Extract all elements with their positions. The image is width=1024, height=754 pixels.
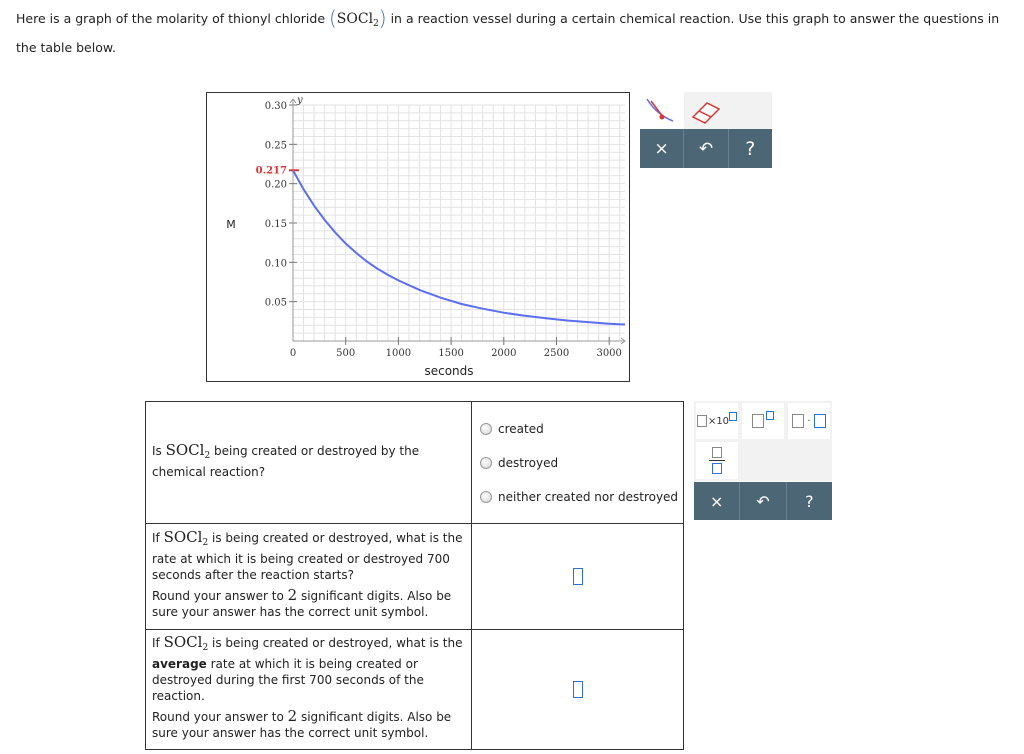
- option-neither[interactable]: neither created nor destroyed: [472, 480, 683, 514]
- average-rate-input[interactable]: [573, 681, 583, 698]
- radio-neither[interactable]: [480, 491, 492, 503]
- y-tick-label: 0.20: [264, 179, 287, 191]
- graph-tool-blank: [728, 92, 772, 130]
- table-row: [146, 524, 684, 630]
- question-1-answer-cell: [472, 402, 684, 524]
- y-tick-label: 0.05: [264, 297, 287, 309]
- graph-help-button[interactable]: ?: [745, 137, 756, 160]
- multiply-button[interactable]: ·: [788, 403, 830, 439]
- graph-toolbar: [640, 92, 772, 168]
- question-2-text: If SOCl$_2$ is being created or destroyed, what is the rate at which it is being created or destroyed 700 seconds after the reaction starts?: [152, 528, 463, 582]
- right-factor-box-icon: [814, 414, 826, 428]
- highlight-label: 0.217: [255, 165, 287, 177]
- question-1-text: Is SOCl$_2$ being created or destroyed by the chemical reaction?: [152, 440, 420, 479]
- math-undo-button[interactable]: ↶: [740, 482, 786, 520]
- x-tick-label: 500: [336, 348, 356, 359]
- fraction-button[interactable]: [696, 442, 738, 479]
- math-toolbar: [694, 401, 832, 519]
- question-3-rounding: Round your answer to 2 significant digits. Also be sure your answer has the correct unit symbol.: [152, 707, 452, 740]
- numerator-box-icon: [712, 447, 722, 458]
- placeholder-box-icon: [697, 415, 707, 427]
- x-tick-label: 2500: [543, 348, 570, 359]
- superscript-button[interactable]: [742, 403, 784, 439]
- intro-text-before: Here is a graph of the molarity of thionyl chloride: [16, 11, 329, 26]
- question-3-cell: [146, 630, 472, 750]
- x-tick-label: 1500: [438, 348, 464, 359]
- curve-tool-icon: [643, 95, 681, 127]
- x-tick-label: 3000: [596, 348, 622, 359]
- question-1-cell: [146, 402, 472, 524]
- fraction-bar-icon: [709, 460, 725, 461]
- intro-formula: SOCl$_2$: [336, 11, 379, 29]
- eraser-tool[interactable]: [684, 92, 728, 130]
- rate-700s-input[interactable]: [573, 568, 583, 585]
- radio-destroyed[interactable]: [480, 457, 492, 469]
- math-tool-bar: [694, 482, 832, 520]
- radio-created[interactable]: [480, 423, 492, 435]
- y-tick-label: 0.15: [264, 219, 287, 230]
- curve-tool[interactable]: [640, 92, 684, 130]
- x-tick-label: 0: [289, 348, 297, 359]
- question-2-rounding: Round your answer to 2 significant digits. Also be sure your answer has the correct unit symbol.: [152, 586, 452, 619]
- y-axis-label: M: [226, 218, 236, 231]
- question-3-text: If SOCl$_2$ is being created or destroyed, what is the average rate at which it is being created or destroyed during the first 700 seconds of the reaction.: [152, 633, 463, 703]
- math-help-button[interactable]: ?: [805, 491, 814, 511]
- question-2-cell: [146, 524, 472, 630]
- question-3-answer-cell: [472, 630, 684, 750]
- graph-tool-bar: [640, 129, 772, 168]
- y-tick-label: 0.30: [264, 101, 287, 112]
- y-tick-label: 0.10: [264, 258, 287, 270]
- base-box-icon: [752, 414, 764, 428]
- math-close-button[interactable]: ×: [694, 482, 740, 520]
- option-destroyed[interactable]: destroyed: [472, 446, 683, 480]
- scientific-notation-button[interactable]: ×10: [696, 403, 738, 439]
- x-tick-label: 2000: [491, 348, 517, 359]
- y-tick-label: 0.25: [264, 140, 287, 152]
- question-2-answer-cell: [472, 524, 684, 630]
- exponent-box-icon: [729, 412, 737, 421]
- y-axis-symbol: y: [297, 95, 303, 106]
- molarity-graph: [206, 92, 630, 382]
- intro-text-after: in a reaction vessel during a certain chemical reaction. Use this graph to answer the questions in the table below.: [16, 11, 1000, 55]
- x-axis-label: seconds: [424, 364, 474, 378]
- eraser-icon: [687, 95, 725, 127]
- x-tick-label: 1000: [385, 348, 412, 359]
- superscript-box-icon: [766, 411, 774, 420]
- denominator-box-icon: [712, 463, 722, 474]
- graph-undo-button[interactable]: ↶: [684, 129, 728, 168]
- table-row: [146, 402, 684, 524]
- intro-text: Here is a graph of the molarity of thionyl chloride (SOCl$_2$) in a reaction vessel during a certain chemical reaction. Use this graph to answer the questions in the table below.: [16, 6, 1000, 55]
- math-tool-panel: [694, 401, 832, 481]
- question-table: [145, 401, 684, 750]
- graph-close-button[interactable]: ×: [640, 129, 684, 168]
- left-factor-box-icon: [792, 414, 804, 428]
- graph-svg: [207, 93, 631, 383]
- option-created[interactable]: created: [472, 412, 683, 446]
- table-row: [146, 630, 684, 750]
